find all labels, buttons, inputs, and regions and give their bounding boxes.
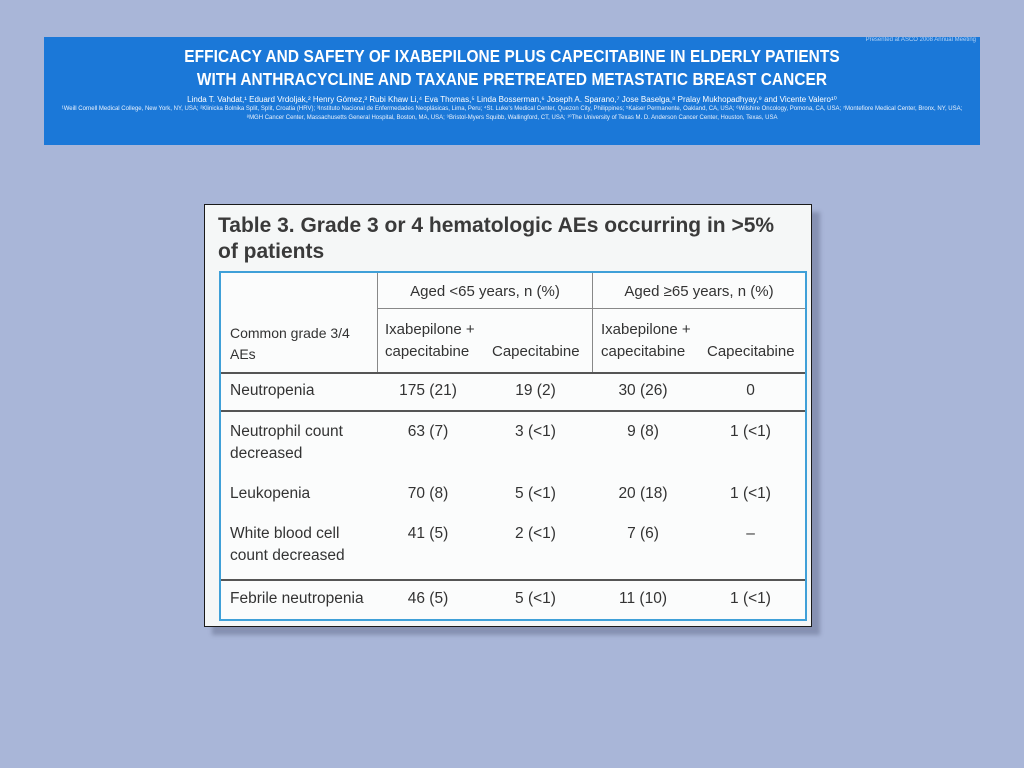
cell-cape-under-65: 19 (2) [515, 382, 556, 399]
cell-ixa-cape-65-plus: 7 (6) [627, 525, 659, 542]
banner-corner-note: Presented at ASCO 2008 Annual Meeting [865, 37, 976, 43]
col-header-ixa-cape-65-plus [601, 319, 691, 363]
poster-banner [44, 37, 980, 145]
ae-table [219, 271, 807, 621]
ae-label: Neutropenia [230, 382, 315, 399]
cell-cape-65-plus: 1 (<1) [730, 590, 771, 607]
cell-cape-under-65: 5 (<1) [515, 485, 556, 502]
header-rule [221, 372, 805, 374]
cell-cape-under-65: 5 (<1) [515, 590, 556, 607]
cell-cape-under-65: 3 (<1) [515, 423, 556, 440]
table-title-line-2: of patients [218, 240, 325, 263]
col-header-line-2: capecitabine [601, 343, 686, 360]
row-rule [221, 410, 805, 412]
table-title-line-1: Table 3. Grade 3 or 4 hematologic AEs occurring in >5% [218, 214, 775, 237]
header-group-65-plus: Aged ≥65 years, n (%) [624, 283, 774, 300]
header-group-rule [378, 308, 805, 309]
ae-label-line-1: White blood cell [230, 525, 340, 542]
col-header-cape-65-plus: Capecitabine [707, 343, 795, 360]
ae-label: Leukopenia [230, 485, 311, 502]
table-card [204, 204, 812, 627]
poster-authors: Linda T. Vahdat,¹ Eduard Vrdoljak,² Henry Gómez,³ Rubi Khaw Li,⁴ Eva Thomas,⁵ Linda Bosserman,⁶ Joseph A. Sparano,⁷ Jose Baselga,⁸ Pralay Mukhopadhyay,⁹ and Vicente Valero¹⁰ [187, 95, 837, 104]
cell-cape-65-plus: 0 [746, 382, 755, 399]
col-header-line-2: capecitabine [385, 343, 470, 360]
poster-affiliations-line-2: ⁸MGH Cancer Center, Massachusetts General Hospital, Boston, MA, USA; ⁹Bristol-Myers Squibb, Wallingford, CT, USA; ¹⁰The University of Texas M. D. Anderson Cancer Center, Houston, Texas, USA [246, 115, 778, 121]
cell-ixa-cape-65-plus: 11 (10) [619, 590, 667, 607]
cell-ixa-cape-under-65: 46 (5) [407, 590, 449, 607]
cell-ixa-cape-under-65: 70 (8) [407, 485, 449, 502]
cell-ixa-cape-under-65: 175 (21) [399, 382, 457, 399]
ae-label: Febrile neutropenia [230, 590, 364, 607]
poster-title-line-2: WITH ANTHRACYCLINE AND TAXANE PRETREATED METASTATIC BREAST CANCER [196, 69, 828, 89]
cell-ixa-cape-65-plus: 20 (18) [618, 485, 668, 502]
col-header-line-1: Ixabepilone + [601, 321, 691, 338]
row-rule [221, 579, 805, 581]
header-group-under-65: Aged <65 years, n (%) [410, 283, 560, 300]
row-header-label [230, 323, 350, 365]
ae-label [230, 523, 345, 567]
col-header-ixa-cape-under-65 [385, 319, 475, 363]
col-header-cape-under-65: Capecitabine [492, 343, 580, 360]
ae-label [230, 421, 343, 465]
cell-cape-65-plus: – [746, 525, 755, 542]
ae-label-line-1: Neutrophil count [230, 423, 343, 440]
table-title [218, 213, 778, 265]
cell-ixa-cape-under-65: 63 (7) [407, 423, 449, 440]
row-header-line-1: Common grade 3/4 [230, 325, 350, 341]
poster-affiliations-line-1: ¹Weill Cornell Medical College, New York, NY, USA; ²Klinicka Bolnika Split, Split, Croatia (HRV); ³Instituto Nacional de Enfermedades Neoplásicas, Lima, Peru; ⁴St. Luke's Medical Center, Quezon City, Philippines; ⁵Kaiser Permanente, Oakland, CA, USA; ⁶Wilshire Oncology, Pomona, CA, USA; ⁷Montefiore Medical Center, Bronx, NY, USA; [61, 106, 963, 112]
ae-label-line-2: count decreased [230, 547, 345, 564]
cell-ixa-cape-65-plus: 30 (26) [618, 382, 668, 399]
poster-title-line-1: EFFICACY AND SAFETY OF IXABEPILONE PLUS CAPECITABINE IN ELDERLY PATIENTS [184, 46, 840, 66]
row-header-line-2: AEs [230, 346, 256, 362]
cell-ixa-cape-65-plus: 9 (8) [627, 423, 659, 440]
cell-cape-65-plus: 1 (<1) [730, 423, 771, 440]
cell-cape-under-65: 2 (<1) [515, 525, 556, 542]
cell-cape-65-plus: 1 (<1) [730, 485, 771, 502]
ae-label-line-2: decreased [230, 445, 303, 462]
cell-ixa-cape-under-65: 41 (5) [407, 525, 449, 542]
col-header-line-1: Ixabepilone + [385, 321, 475, 338]
